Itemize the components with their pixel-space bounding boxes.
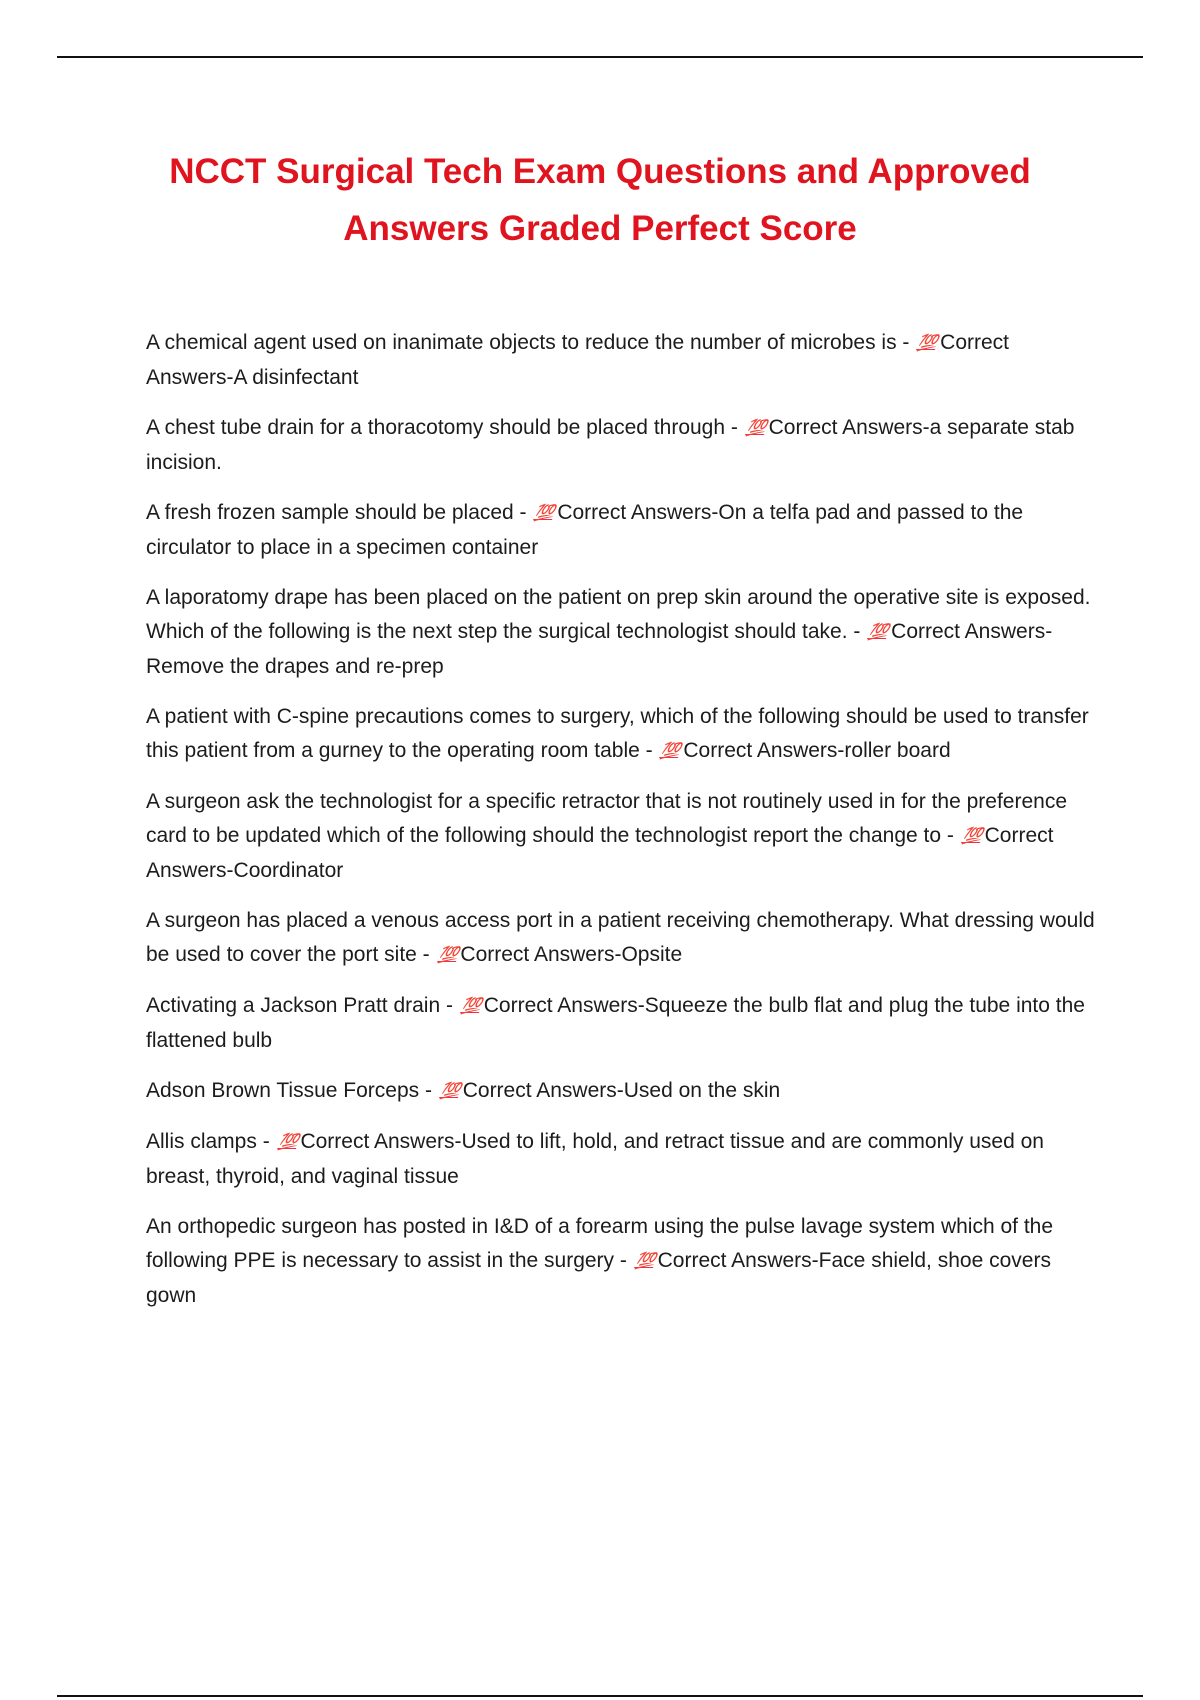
hundred-points-icon: 💯 — [276, 1134, 298, 1151]
hundred-points-icon: 💯 — [438, 1083, 460, 1100]
document-title: NCCT Surgical Tech Exam Questions and Approved Answers Graded Perfect Score — [169, 152, 1031, 248]
answer-text: Squeeze the bulb flat and plug the tube into the flattened bulb — [146, 994, 1085, 1052]
answer-prefix: Correct Answers- — [768, 416, 930, 439]
question-text: A chest tube drain for a thoracotomy should be placed through - — [146, 416, 744, 439]
answer-prefix: Correct Answers- — [891, 620, 1053, 643]
hundred-points-icon: 💯 — [533, 505, 555, 522]
answer-prefix: Correct Answers- — [462, 1079, 624, 1102]
answer-prefix: Correct Answers- — [146, 824, 1054, 882]
question-text: Adson Brown Tissue Forceps - — [146, 1079, 438, 1102]
answer-text: Face shield, shoe covers gown — [146, 1249, 1051, 1307]
answer-text: Used to lift, hold, and retract tissue and are commonly used on breast, thyroid, and vaginal tissue — [146, 1130, 1044, 1188]
qa-item — [146, 411, 1096, 480]
qa-item — [146, 1125, 1096, 1194]
hundred-points-icon: 💯 — [436, 947, 458, 964]
answer-prefix: Correct Answers- — [460, 943, 622, 966]
answer-text: Used on the skin — [623, 1079, 781, 1102]
question-text: Activating a Jackson Pratt drain - — [146, 994, 459, 1017]
hundred-points-icon: 💯 — [459, 998, 481, 1015]
answer-text: Remove the drapes and re-prep — [146, 655, 444, 678]
hundred-points-icon: 💯 — [633, 1253, 655, 1270]
answer-prefix: Correct Answers- — [300, 1130, 462, 1153]
question-text: A chemical agent used on inanimate objects to reduce the number of microbes is - — [146, 331, 916, 354]
answer-text: a separate stab incision. — [146, 416, 1075, 474]
qa-list — [146, 326, 1096, 1329]
question-text: Allis clamps - — [146, 1130, 276, 1153]
hundred-points-icon: 💯 — [744, 420, 766, 437]
answer-prefix: Correct Answers- — [146, 331, 1010, 389]
hundred-points-icon: 💯 — [960, 828, 982, 845]
bottom-divider — [57, 1695, 1143, 1697]
top-divider — [57, 56, 1143, 58]
question-text: An orthopedic surgeon has posted in I&D of a forearm using the pulse lavage system which of the following PPE is necessary to assist in the surgery - — [146, 1215, 1054, 1272]
hundred-points-icon: 💯 — [867, 624, 889, 641]
qa-item — [146, 1074, 1096, 1109]
qa-item — [146, 700, 1096, 769]
question-text: A surgeon ask the technologist for a specific retractor that is not routinely used in for the preference card to be updated which of the following should the technologist report the change to - — [146, 790, 1068, 847]
question-text: A surgeon has placed a venous access port in a patient receiving chemotherapy. What dressing would be used to cover the port site - — [146, 909, 1095, 966]
answer-prefix: Correct Answers- — [657, 1249, 819, 1272]
question-text: A laporatomy drape has been placed on the patient on prep skin around the operative site is exposed. Which of the following is the next step the surgical technologist should take. - — [146, 586, 1091, 643]
answer-text: A disinfectant — [233, 366, 359, 389]
question-text: A fresh frozen sample should be placed - — [146, 501, 533, 524]
answer-prefix: Correct Answers- — [683, 739, 845, 762]
answer-text: On a telfa pad and passed to the circulator to place in a specimen container — [146, 501, 1024, 559]
qa-item — [146, 785, 1096, 888]
qa-item — [146, 326, 1096, 395]
hundred-points-icon: 💯 — [659, 743, 681, 760]
answer-text: roller board — [844, 739, 951, 762]
answer-prefix: Correct Answers- — [483, 994, 645, 1017]
qa-item — [146, 496, 1096, 565]
hundred-points-icon: 💯 — [916, 335, 938, 352]
answer-text: Coordinator — [233, 859, 344, 882]
answer-text: Opsite — [621, 943, 683, 966]
qa-item — [146, 904, 1096, 973]
qa-item — [146, 1210, 1096, 1313]
qa-item — [146, 581, 1096, 684]
qa-item — [146, 989, 1096, 1058]
question-text: A patient with C-spine precautions comes to surgery, which of the following should be used to transfer this patient from a gurney to the operating room table - — [146, 705, 1089, 762]
answer-prefix: Correct Answers- — [557, 501, 719, 524]
